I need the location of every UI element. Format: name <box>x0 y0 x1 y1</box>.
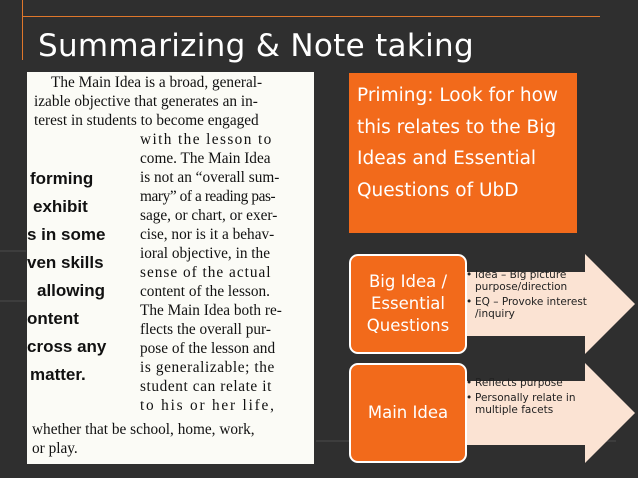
scan-line: with the lesson to <box>140 131 273 148</box>
scan-line: izable objective that generates an in- <box>34 93 258 110</box>
frame-line-top <box>22 16 600 17</box>
scan-bold-line: matter. <box>30 365 86 384</box>
slide-title: Summarizing & Note taking <box>38 28 474 64</box>
scan-bold-line: exhibit <box>33 197 88 216</box>
big-idea-label: Big Idea / Essential Questions <box>366 272 450 335</box>
scan-bold-line: forming <box>30 169 94 188</box>
scan-bold-line: ven skills <box>27 253 104 272</box>
scan-line: is not an “overall sum- <box>140 169 280 186</box>
scan-line: flects the overall pur- <box>140 321 271 338</box>
scan-line: or play. <box>32 440 78 457</box>
scan-line: sense of the actual <box>140 264 272 281</box>
scan-line: cise, nor is it a behav- <box>140 226 275 243</box>
main-idea-bullet: • Personally relate in multiple facets <box>466 392 598 416</box>
main-idea-bullets <box>466 377 598 419</box>
scan-line: sage, or chart, or exer- <box>140 207 278 224</box>
chalk-mark <box>0 300 26 302</box>
priming-box: Priming: Look for how this relates to the Big Ideas and Essential Questions of UbD <box>349 73 577 233</box>
scan-line: is generalizable; the <box>140 359 275 376</box>
main-idea-box <box>349 363 467 463</box>
scan-line: to his or her life, <box>140 397 276 414</box>
frame-line-left <box>22 0 23 60</box>
scanned-text-panel <box>27 72 314 464</box>
main-idea-label: Main Idea <box>367 403 449 422</box>
main-idea-bullet: • Reflects purpose <box>466 377 598 389</box>
scan-line: pose of the lesson and <box>140 340 276 357</box>
scan-line: terest in students to become engaged <box>34 112 259 129</box>
chalk-mark <box>0 250 26 252</box>
scan-bold-line: cross any <box>27 337 107 356</box>
big-idea-box <box>349 254 467 354</box>
scan-line: whether that be school, home, work, <box>32 421 255 438</box>
scan-bold-line: s in some <box>27 225 106 244</box>
scan-line: The Main Idea is a broad, general- <box>51 74 263 91</box>
scan-line: content of the lesson. <box>140 283 270 300</box>
scan-line: come. The Main Idea <box>140 150 271 167</box>
scan-line: The Main Idea both re- <box>140 302 282 319</box>
scan-line: mary” of a reading pas- <box>140 188 276 205</box>
scan-bold-line: ontent <box>27 309 79 328</box>
scan-bold-line: allowing <box>37 281 105 300</box>
big-idea-bullet: • Idea – Big picture purpose/direction <box>466 269 598 293</box>
scan-line: student can relate it <box>140 378 272 395</box>
big-idea-bullets <box>466 269 598 323</box>
big-idea-bullet: • EQ – Provoke interest /inquiry <box>466 296 598 320</box>
scan-line: ioral objective, in the <box>140 245 270 262</box>
